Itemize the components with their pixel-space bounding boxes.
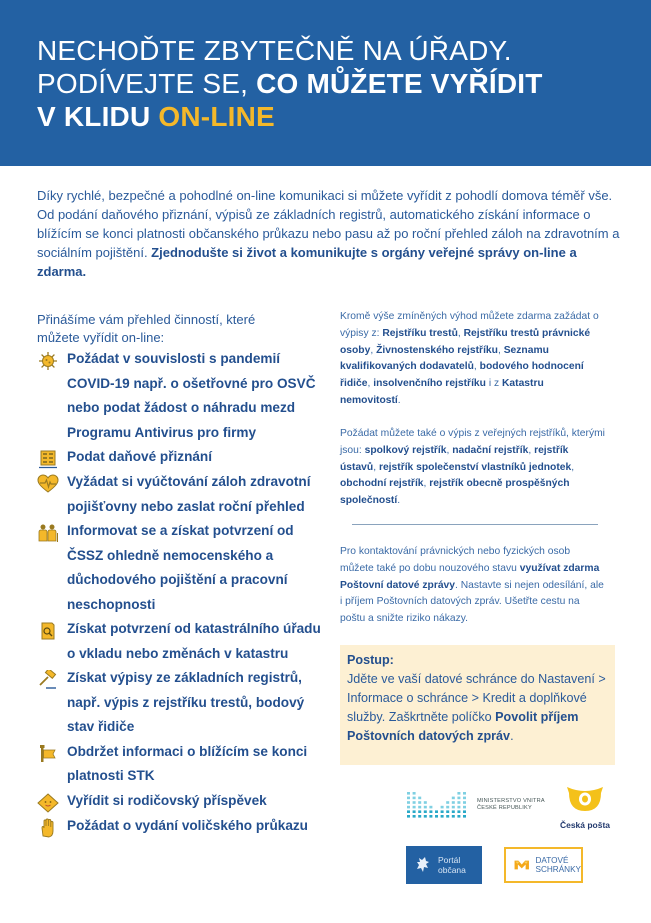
ministry-dots-mark — [405, 790, 469, 820]
ministry-dot — [424, 806, 427, 809]
ministry-dot — [463, 792, 466, 795]
paragraph-text: , — [497, 344, 504, 356]
ministry-dot — [407, 810, 410, 813]
cadastre-search-icon — [37, 620, 59, 642]
headline-line-1: NECHOĎTE ZBYTEČNĚ NA ÚŘADY. — [37, 35, 512, 66]
paragraph-text: Požádat můžete také o výpis z veřejných rejstříků, kterými jsou: — [340, 428, 605, 456]
ministry-dot — [429, 810, 432, 813]
ministry-dot — [452, 806, 455, 809]
portal-obcana-logo — [406, 846, 482, 884]
headline-line-3-bold: V KLIDU — [37, 101, 159, 132]
list-item-text: Informovat se a získat potvrzení od ČSSZ ohledně nemocenského a důchodového pojištění a pracovní neschopnosti — [67, 523, 294, 612]
ministry-dot — [463, 806, 466, 809]
raised-hand-icon — [37, 817, 59, 839]
emphasized-term: spolkový rejstřík — [364, 444, 447, 456]
ministry-dot — [457, 815, 460, 818]
intro-paragraph — [37, 186, 622, 281]
paragraph-text: . — [397, 394, 401, 406]
ministry-dot — [435, 815, 438, 818]
baby-face-icon — [37, 792, 59, 814]
ministry-dot — [407, 801, 410, 804]
paragraph-text: , — [373, 461, 379, 473]
list-item — [37, 740, 322, 789]
ministry-dot — [418, 797, 421, 800]
section-divider — [352, 524, 598, 525]
paragraph-text: . Nastavte si nejen odesílání, ale i příjem Poštovních datových zpráv. Ušetřte cestu na poštu a snižte riziko nákazy. — [340, 579, 604, 625]
paragraph-text: , — [423, 478, 430, 490]
ministry-dot — [424, 815, 427, 818]
emphasized-term: Rejstříku trestů právnické osoby — [340, 327, 591, 356]
ministry-dot — [463, 797, 466, 800]
list-item-text: Podat daňové přiznání — [67, 449, 213, 464]
ministry-dot — [463, 801, 466, 804]
list-item-text: Obdržet informaci o blížícím se konci platnosti STK — [67, 743, 308, 783]
ministry-dot — [457, 806, 460, 809]
ministry-dot — [424, 810, 427, 813]
public-registers-paragraph — [340, 426, 605, 510]
flag-icon — [37, 743, 59, 765]
list-item-text: Požádat o vydání voličského průkazu — [67, 817, 308, 833]
procedure-title: Postup: — [347, 653, 394, 667]
list-item — [37, 617, 322, 666]
emphasized-term: insolvenčního rejstříku — [373, 378, 486, 390]
list-item — [37, 445, 322, 470]
ministry-dot — [413, 792, 416, 795]
ceska-posta-name: Česká pošta — [559, 820, 611, 830]
ministry-dot — [446, 806, 449, 809]
paragraph-text: Pro kontaktování právnických nebo fyzických osob můžete také po dobu nouzového stavu — [340, 546, 571, 574]
ministry-dot — [441, 815, 444, 818]
list-item-text: Získat potvrzení od katastrálního úřadu o vkladu nebo změnách v katastru — [67, 621, 321, 661]
ministry-dot — [418, 801, 421, 804]
procedure-box — [340, 645, 615, 765]
emphasized-term: rejstřík obecně prospěšných společností — [340, 478, 570, 507]
ministry-dot — [452, 810, 455, 813]
list-item — [37, 814, 322, 839]
ministry-dot — [446, 815, 449, 818]
intro-regular: Díky rychlé, bezpečné a pohodlné on-line komunikaci si můžete vyřídit z pohodlí domova téměř vše. Od podání daňového přiznání, výpisů ze základních registrů, automatického získání informace o blížícím se konci platnosti občanského průkazu nebo pasu až po roční přehled záloh na zdravotním a sociálním pojištění. — [37, 188, 620, 260]
ministry-dot — [424, 801, 427, 804]
postal-data-messages-paragraph — [340, 544, 605, 628]
list-item — [37, 347, 322, 445]
ministry-dot — [429, 806, 432, 809]
headline-online-accent: ON-LINE — [158, 101, 275, 132]
paragraph-text: , — [457, 327, 464, 339]
paragraph-text: . — [397, 495, 401, 507]
ministry-dot — [463, 815, 466, 818]
ministry-dot — [446, 801, 449, 804]
headline-line-2-regular: PODÍVEJTE SE, — [37, 68, 257, 99]
list-item — [37, 666, 322, 740]
ministry-dot — [413, 801, 416, 804]
emphasized-term: rejstřík ústavů — [340, 444, 569, 473]
datove-name-line-1: DATOVÉ — [535, 855, 569, 865]
portal-name-line-1: Portál — [438, 855, 461, 865]
list-item — [37, 789, 322, 814]
list-item-text: Požádat v souvislosti s pandemií COVID-19 např. o ošetřovné pro OSVČ nebo podat žádost o náhradu mezd Programu Antivirus pro firmy — [67, 351, 316, 440]
list-item-text: Získat výpisy ze základních registrů, např. výpis z rejstříku trestů, bodový stav řidiče — [67, 670, 305, 734]
activities-list — [37, 347, 322, 839]
ministry-name-line-2: ČESKÉ REPUBLIKY — [477, 805, 532, 811]
ministry-dot — [457, 810, 460, 813]
intro-bold: Zjednodušte si život a komunikujte s orgány veřejné správy on-line a zdarma. — [37, 245, 577, 279]
ministry-dot — [441, 806, 444, 809]
ministry-dot — [452, 815, 455, 818]
ministry-dot — [407, 792, 410, 795]
ministry-dot — [435, 810, 438, 813]
datove-schranky-logo — [504, 847, 583, 883]
emphasized-term: rejstřík společenství vlastníků jednotek — [378, 461, 572, 473]
paragraph-text: , — [473, 361, 480, 373]
data-box-arrows-icon — [514, 856, 530, 874]
procedure-text: Jděte ve vaší datové schránce do Nastavení > Informace o schránce > Kredit a doplňkové služby. Zaškrtněte políčko — [347, 672, 606, 724]
portal-name-line-2: občana — [438, 865, 466, 875]
emphasized-term: Seznamu kvalifikovaných dodavatelů — [340, 344, 549, 373]
ministry-dot — [446, 810, 449, 813]
ministry-dot — [407, 815, 410, 818]
registry-extracts-paragraph — [340, 309, 605, 410]
ministry-dot — [418, 810, 421, 813]
elderly-couple-icon — [37, 522, 59, 544]
gavel-icon — [37, 669, 59, 691]
czech-lion-icon — [416, 856, 430, 874]
emphasized-term: Rejstříku trestů — [382, 327, 458, 339]
paragraph-text: , — [367, 378, 374, 390]
tax-form-icon — [37, 448, 59, 470]
ministry-name-line-1: MINISTERSTVO VNITRA — [477, 798, 545, 804]
ministry-dot — [407, 806, 410, 809]
activities-intro: Přinášíme vám přehled činností, které můžete vyřídit on-line: — [37, 312, 256, 345]
paragraph-text: i z — [485, 378, 502, 390]
ministry-dot — [457, 792, 460, 795]
virus-icon — [37, 350, 59, 372]
ministry-of-interior-logo — [405, 790, 545, 820]
procedure-text-end: . — [510, 729, 514, 743]
ministry-dot — [452, 797, 455, 800]
paragraph-text: , — [370, 344, 377, 356]
ministry-dot — [418, 806, 421, 809]
ministry-dot — [413, 797, 416, 800]
paragraph-text: Kromě výše zmíněných výhod můžete zdarma zažádat o výpisy z: — [340, 311, 599, 339]
emphasized-term: využívat zdarma Poštovní datové zprávy — [340, 562, 600, 591]
headline-line-2 — [37, 68, 543, 100]
list-item — [37, 470, 322, 519]
paragraph-text: , — [528, 444, 535, 456]
header-banner — [0, 0, 651, 166]
ministry-dot — [413, 815, 416, 818]
ministry-dot — [429, 815, 432, 818]
emphasized-term: nadační rejstřík — [452, 444, 529, 456]
ministry-dot — [452, 801, 455, 804]
paragraph-text: , — [446, 444, 453, 456]
ministry-dot — [413, 806, 416, 809]
headline-line-2-bold: CO MŮŽETE VYŘÍDIT — [256, 68, 543, 99]
ministry-dot — [413, 810, 416, 813]
emphasized-term: Katastru nemovitostí — [340, 378, 544, 406]
ministry-dot — [457, 801, 460, 804]
emphasized-term: bodového hodnocení řidiče — [340, 361, 584, 390]
ministry-dot — [457, 797, 460, 800]
ministry-dot — [441, 810, 444, 813]
ceska-posta-logo — [555, 785, 615, 830]
ministry-dot — [463, 810, 466, 813]
ministry-dot — [407, 797, 410, 800]
procedure-checkbox-name: Povolit příjem Poštovních datových zpráv — [347, 710, 579, 743]
list-item-text: Vyžádat si vyúčtování záloh zdravotní pojišťovny nebo zaslat roční přehled — [67, 474, 311, 514]
ministry-dot — [418, 815, 421, 818]
heart-pulse-icon — [37, 473, 59, 495]
list-item — [37, 519, 322, 617]
datove-name-line-2: SCHRÁNKY — [535, 865, 581, 874]
post-horn-icon — [563, 785, 607, 813]
emphasized-term: Živnostenského rejstříku — [376, 344, 498, 356]
list-item-text: Vyřídit si rodičovský příspěvek — [67, 792, 267, 808]
headline-line-3 — [37, 101, 275, 133]
paragraph-text: , — [571, 461, 575, 473]
emphasized-term: obchodní rejstřík — [340, 478, 424, 490]
